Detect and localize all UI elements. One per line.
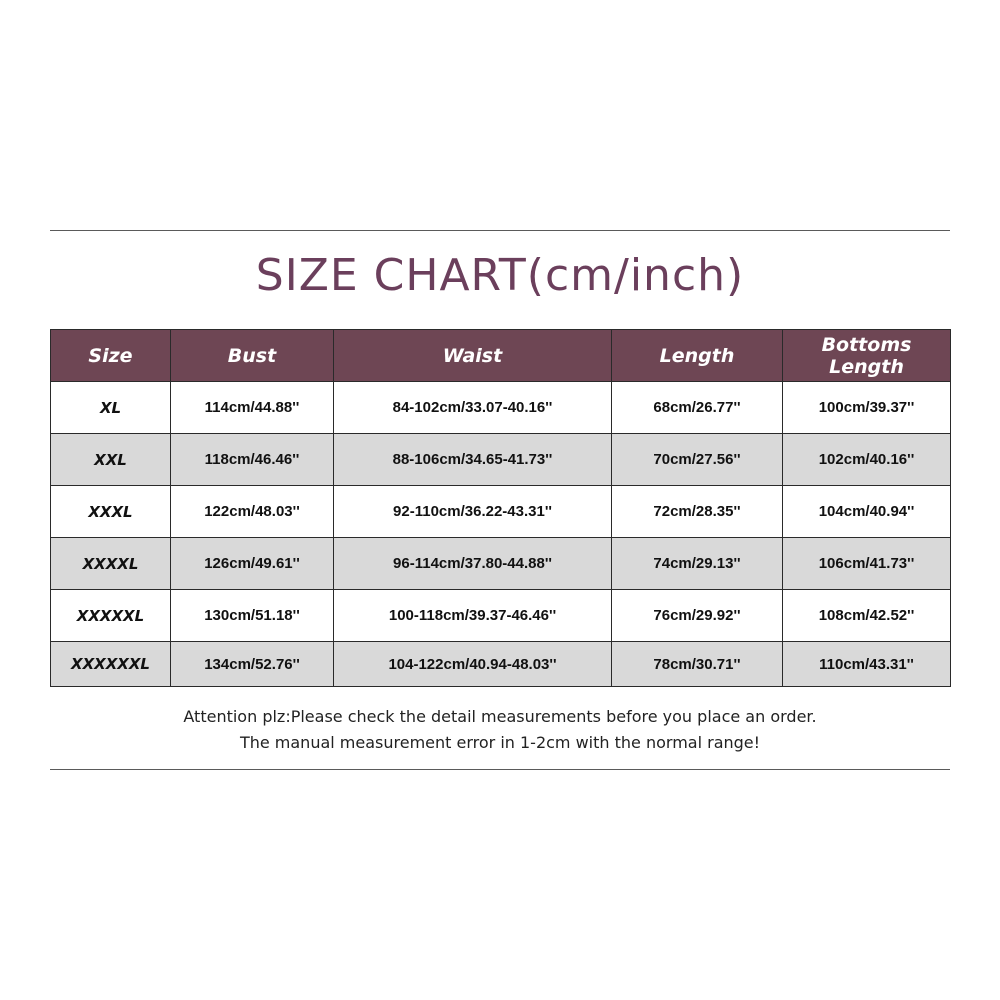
waist-cell: 104-122cm/40.94-48.03''	[334, 642, 612, 687]
table-row	[51, 434, 951, 486]
attention-note: Attention plz:Please check the detail measurements before you place an order.	[183, 707, 817, 726]
size-cell: XL	[51, 382, 171, 434]
table-header-row	[51, 330, 951, 382]
waist-cell: 92-110cm/36.22-43.31''	[334, 486, 612, 538]
header-size: Size	[51, 330, 171, 382]
bottoms-length-cell: 108cm/42.52''	[783, 590, 951, 642]
bust-cell: 126cm/49.61''	[171, 538, 334, 590]
size-cell: XXL	[51, 434, 171, 486]
error-note: The manual measurement error in 1-2cm with the normal range!	[239, 733, 761, 752]
waist-cell: 88-106cm/34.65-41.73''	[334, 434, 612, 486]
waist-cell: 100-118cm/39.37-46.46''	[334, 590, 612, 642]
measurement-notes	[50, 704, 950, 756]
bottoms-length-cell: 106cm/41.73''	[783, 538, 951, 590]
bottoms-length-cell: 110cm/43.31''	[783, 642, 951, 687]
bottom-divider	[50, 769, 950, 770]
bust-cell: 114cm/44.88''	[171, 382, 334, 434]
table-row	[51, 382, 951, 434]
size-cell: XXXXL	[51, 538, 171, 590]
top-divider	[50, 230, 950, 231]
header-bust: Bust	[171, 330, 334, 382]
length-cell: 68cm/26.77''	[612, 382, 783, 434]
table-row	[51, 538, 951, 590]
bottoms-length-cell: 100cm/39.37''	[783, 382, 951, 434]
header-bottoms-length: Bottoms Length	[783, 330, 951, 382]
bottoms-length-cell: 104cm/40.94''	[783, 486, 951, 538]
waist-cell: 96-114cm/37.80-44.88''	[334, 538, 612, 590]
header-length: Length	[612, 330, 783, 382]
table-row	[51, 590, 951, 642]
header-waist: Waist	[334, 330, 612, 382]
bust-cell: 134cm/52.76''	[171, 642, 334, 687]
size-table	[50, 329, 951, 687]
length-cell: 70cm/27.56''	[612, 434, 783, 486]
length-cell: 78cm/30.71''	[612, 642, 783, 687]
page-title: SIZE CHART(cm/inch)	[255, 250, 745, 301]
size-cell: XXXXXXL	[51, 642, 171, 687]
bust-cell: 122cm/48.03''	[171, 486, 334, 538]
table-row	[51, 642, 951, 687]
length-cell: 72cm/28.35''	[612, 486, 783, 538]
bust-cell: 130cm/51.18''	[171, 590, 334, 642]
size-cell: XXXXXL	[51, 590, 171, 642]
table-row	[51, 486, 951, 538]
bottoms-length-cell: 102cm/40.16''	[783, 434, 951, 486]
length-cell: 74cm/29.13''	[612, 538, 783, 590]
length-cell: 76cm/29.92''	[612, 590, 783, 642]
waist-cell: 84-102cm/33.07-40.16''	[334, 382, 612, 434]
bust-cell: 118cm/46.46''	[171, 434, 334, 486]
size-cell: XXXL	[51, 486, 171, 538]
